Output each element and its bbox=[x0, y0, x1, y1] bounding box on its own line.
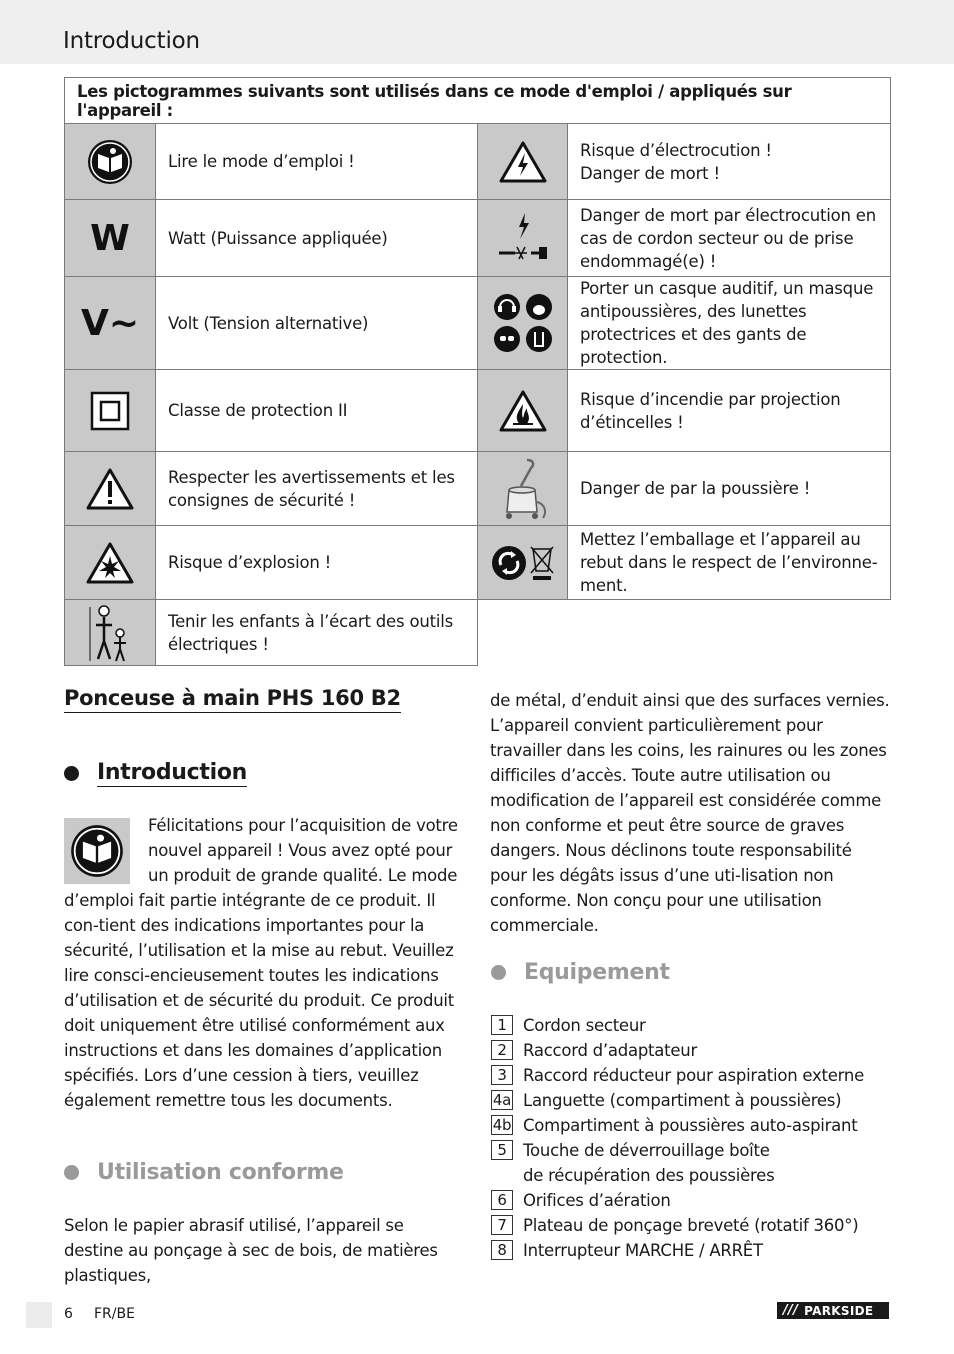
page-number: 6 bbox=[64, 1306, 73, 1322]
equipment-label: Orifices d’aération bbox=[523, 1191, 671, 1210]
damaged-cord-icon bbox=[478, 200, 568, 277]
warning-triangle-icon bbox=[65, 452, 156, 526]
introduction-lead: Félicitations pour l’acquisition de votre nouvel appareil ! Vous avez opté pour un produit de grande qualité. Le mode bbox=[148, 816, 458, 885]
picto-text-fire-sparks: Risque d’incendie par projection d’étincelles ! bbox=[568, 370, 891, 452]
equipment-heading-text: Equipement bbox=[524, 960, 670, 985]
dust-danger-icon bbox=[478, 452, 568, 526]
logo-stripes: /// bbox=[783, 1303, 799, 1318]
picto-text-warning: Respecter les avertissements et les consignes de sécurité ! bbox=[156, 452, 478, 526]
electric-shock-line2: Danger de mort ! bbox=[580, 163, 720, 183]
bullet-icon bbox=[64, 1165, 79, 1180]
picto-text-protective-equipment: Porter un casque auditif, un masque antipoussières, des lunettes protectrices et des gants de protection. bbox=[568, 277, 891, 370]
equipment-item bbox=[491, 1063, 891, 1088]
equipment-number: 4b bbox=[492, 1116, 512, 1134]
equipment-heading bbox=[491, 960, 670, 985]
parkside-logo bbox=[777, 1302, 889, 1319]
equipment-number: 2 bbox=[491, 1040, 513, 1060]
equipment-label: Cordon secteur bbox=[523, 1016, 646, 1035]
equipment-item bbox=[491, 1038, 891, 1063]
equipment-number: 4a bbox=[492, 1091, 512, 1109]
equipment-number: 5 bbox=[491, 1140, 513, 1160]
equipment-number: 8 bbox=[491, 1240, 513, 1260]
intro-read-manual-icon bbox=[64, 818, 130, 884]
usage-body-left: Selon le papier abrasif utilisé, l’appareil se destine au ponçage à sec de bois, de matières plastiques, bbox=[64, 1216, 438, 1285]
electric-shock-line1: Risque d’électrocution ! bbox=[580, 140, 772, 160]
equipment-number: 1 bbox=[491, 1015, 513, 1035]
pictogram-table bbox=[64, 77, 891, 666]
equipment-number: 6 bbox=[491, 1190, 513, 1210]
usage-heading-text: Utilisation conforme bbox=[97, 1160, 344, 1185]
picto-text-volt: Volt (Tension alternative) bbox=[156, 277, 478, 370]
recycling-disposal-icon bbox=[478, 526, 568, 600]
picto-text-recycling: Mettez l’emballage et l’appareil au rebut dans le respect de l’environne-ment. bbox=[568, 526, 891, 600]
footer-marker bbox=[26, 1302, 52, 1328]
usage-body-right: de métal, d’enduit ainsi que des surfaces vernies. L’appareil convient particulièrement pour travailler dans les coins, les rainures ou les zones difficiles d’accès. Toute autre utilisation ou modification de l’appareil est considérée comme non conforme et peut être source de graves dangers. Nous déclinons toute responsabilité pour les dégâts issus d’une uti-lisation non conforme. Non conçu pour une utilisation commerciale. bbox=[490, 691, 890, 935]
logo-text: PARKSIDE bbox=[804, 1303, 874, 1318]
equipment-label: Raccord réducteur pour aspiration externe bbox=[523, 1066, 865, 1085]
fire-sparks-icon bbox=[478, 370, 568, 452]
equipment-label-line1: Touche de déverrouillage boîte bbox=[523, 1141, 770, 1160]
equipment-label: Languette (compartiment à poussières) bbox=[523, 1091, 842, 1110]
introduction-heading-text: Introduction bbox=[97, 760, 248, 785]
picto-text-protection-class: Classe de protection II bbox=[156, 370, 478, 452]
explosion-risk-icon bbox=[65, 526, 156, 600]
equipment-item bbox=[491, 1013, 891, 1038]
equipment-label: Plateau de ponçage breveté (rotatif 360°) bbox=[523, 1216, 859, 1235]
equipment-label bbox=[523, 1138, 774, 1188]
equipment-label: Raccord d’adaptateur bbox=[523, 1041, 697, 1060]
equipment-item bbox=[491, 1213, 891, 1238]
equipment-item bbox=[491, 1238, 891, 1263]
keep-children-away-icon bbox=[65, 600, 156, 666]
watt-icon bbox=[65, 200, 156, 277]
volt-symbol: V~ bbox=[80, 302, 140, 344]
picto-text-watt: Watt (Puissance appliquée) bbox=[156, 200, 478, 277]
picto-text-dust-danger: Danger de par la poussière ! bbox=[568, 452, 891, 526]
picto-text-read-manual: Lire le mode d’emploi ! bbox=[156, 124, 478, 200]
volt-ac-icon bbox=[65, 277, 156, 370]
protective-equipment-icon bbox=[478, 277, 568, 370]
equipment-number: 3 bbox=[491, 1065, 513, 1085]
introduction-heading bbox=[64, 760, 247, 787]
pictogram-table-heading: Les pictogrammes suivants sont utilisés dans ce mode d'emploi / appliqués sur l'appareil : bbox=[65, 78, 891, 124]
equipment-label: Compartiment à poussières auto-aspirant bbox=[523, 1116, 858, 1135]
language-code: FR/BE bbox=[94, 1306, 135, 1322]
electric-shock-icon bbox=[478, 124, 568, 200]
picto-text-explosion: Risque d’explosion ! bbox=[156, 526, 478, 600]
equipment-item bbox=[491, 1088, 891, 1113]
equipment-item bbox=[491, 1188, 891, 1213]
introduction-body: d’emploi fait partie intégrante de ce produit. Il con-tient des indications importantes pour la sécurité, l’utilisation et la mise au rebut. Veuillez lire consci-encieusement toutes les indications d’utilisation et de sécurité du produit. Ce produit doit uniquement être utilisé conformément aux instructions et dans les domaines d’application spécifiés. Lors d’une cession à tiers, veuillez également remettre tous les documents. bbox=[64, 891, 454, 1110]
protection-class-ii-icon bbox=[65, 370, 156, 452]
equipment-label: Interrupteur MARCHE / ARRÊT bbox=[523, 1241, 763, 1260]
equipment-item bbox=[491, 1138, 891, 1188]
equipment-number: 7 bbox=[491, 1215, 513, 1235]
equipment-item bbox=[491, 1113, 891, 1138]
bullet-icon bbox=[64, 766, 79, 781]
watt-symbol: W bbox=[90, 217, 130, 259]
usage-heading bbox=[64, 1160, 344, 1185]
equipment-label-line2: de récupération des poussières bbox=[523, 1166, 775, 1185]
empty-cell bbox=[478, 600, 891, 666]
page-title: Introduction bbox=[63, 28, 200, 54]
picto-text-electric-shock bbox=[568, 124, 891, 200]
picto-text-children: Tenir les enfants à l’écart des outils électriques ! bbox=[156, 600, 478, 666]
read-manual-icon bbox=[65, 124, 156, 200]
equipment-list bbox=[491, 1013, 891, 1263]
bullet-icon bbox=[491, 965, 506, 980]
picto-text-damaged-cord: Danger de mort par électrocution en cas de cordon secteur ou de prise endommagé(e) ! bbox=[568, 200, 891, 277]
product-title: Ponceuse à main PHS 160 B2 bbox=[64, 686, 401, 713]
